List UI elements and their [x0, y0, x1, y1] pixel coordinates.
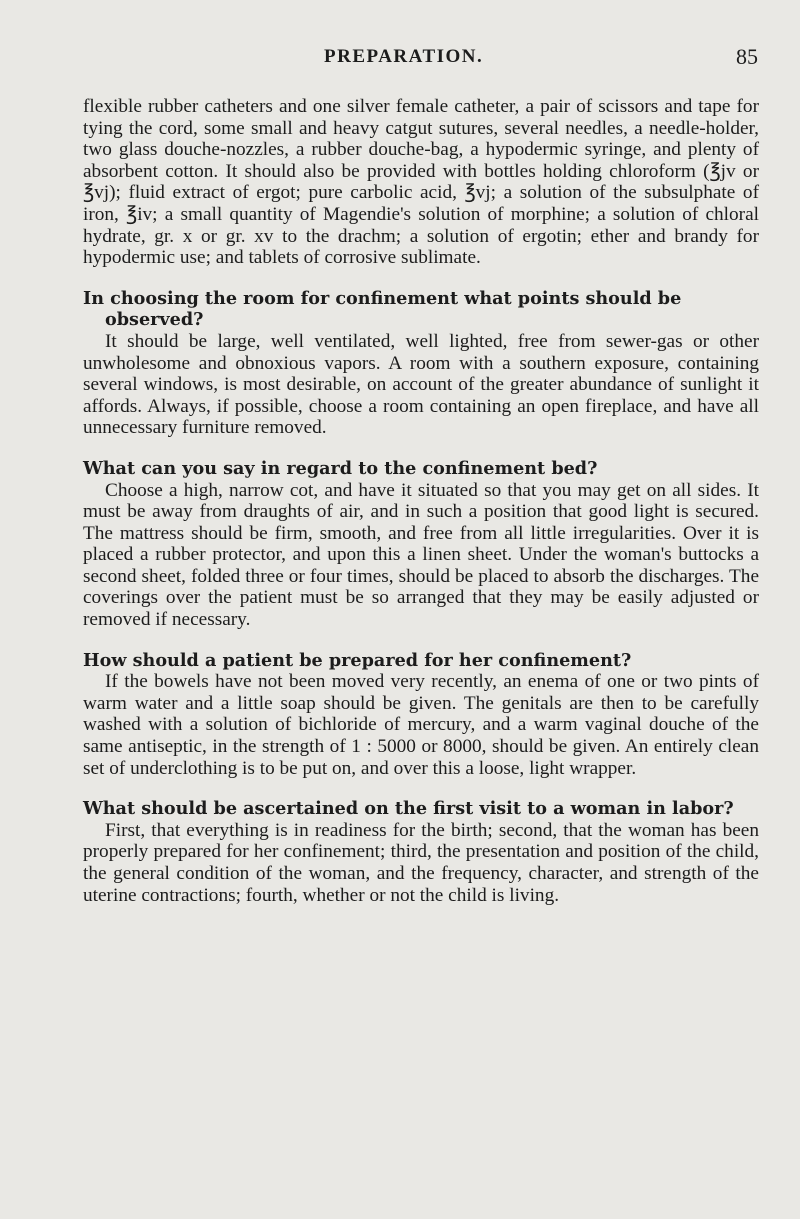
section-gap — [83, 779, 759, 798]
running-head — [82, 46, 758, 74]
answer-paragraph: First, that everything is in readiness for the birth; second, that the woman has been properly prepared for her confinement; third, the presentation and position of the child, the general condition of the woman, and the frequency, character, and strength of the uterine contractions; fourth, whether or not the child is living. — [83, 819, 759, 906]
section-gap — [83, 631, 759, 650]
question-heading: How should a patient be prepared for her confinement? — [83, 649, 632, 671]
answer-paragraph: Choose a high, narrow cot, and have it situated so that you may get on all sides. It must be away from draughts of air, and in such a position that good light is secured. The mattress should be firm, smooth, and free from all little irregularities. Over it is placed a rubber protector, and upon this a linen sheet. Under the woman's buttocks a second sheet, folded three or four times, should be placed to absorb the discharges. The coverings over the patient must be so arranged that they may be easily adjusted or removed if necessary. — [83, 479, 759, 631]
page-number: 85 — [736, 44, 758, 69]
question-heading: In choosing the room for confinement what points should be observed? — [83, 287, 682, 331]
section-gap — [83, 269, 759, 288]
question-heading: What can you say in regard to the confinement bed? — [83, 457, 598, 479]
answer-paragraph: It should be large, well ventilated, well lighted, free from sewer-gas or other unwholesome and obnoxious vapors. A room with a southern exposure, containing several windows, is most desirable, on account of the greater abundance of sunlight it affords. Always, if possible, choose a room containing an open fireplace, and have all unnecessary furniture removed. — [83, 330, 759, 439]
body-text — [83, 96, 759, 906]
continued-paragraph: flexible rubber catheters and one silver female catheter, a pair of scissors and tape for tying the cord, some small and heavy catgut sutures, several needles, a needle-holder, two glass douche-nozzles, a rubber douche-bag, a hypodermic syringe, and plenty of absorbent cotton. It should also be provided with bottles holding chloroform (℥jv or ℥vj); fluid extract of ergot; pure carbolic acid, ℥vj; a solution of the subsulphate of iron, ℥iv; a small quantity of Magendie's solution of morphine; a solution of chloral hydrate, gr. x or gr. xv to the drachm; a solution of ergotin; ether and brandy for hypodermic use; and tablets of corrosive sublimate. — [83, 96, 759, 269]
running-title: PREPARATION. — [324, 46, 484, 67]
answer-paragraph: If the bowels have not been moved very recently, an enema of one or two pints of warm water and a little soap should be given. The genitals are then to be carefully washed with a solution of bichloride of mercury, and a warm vaginal douche of the same antiseptic, in the strength of 1 : 5000 or 8000, should be given. An entirely clean set of underclothing is to be put on, and over this a loose, light wrapper. — [83, 671, 759, 779]
question-heading: What should be ascertained on the first visit to a woman in labor? — [83, 798, 734, 820]
section-gap — [83, 439, 759, 458]
